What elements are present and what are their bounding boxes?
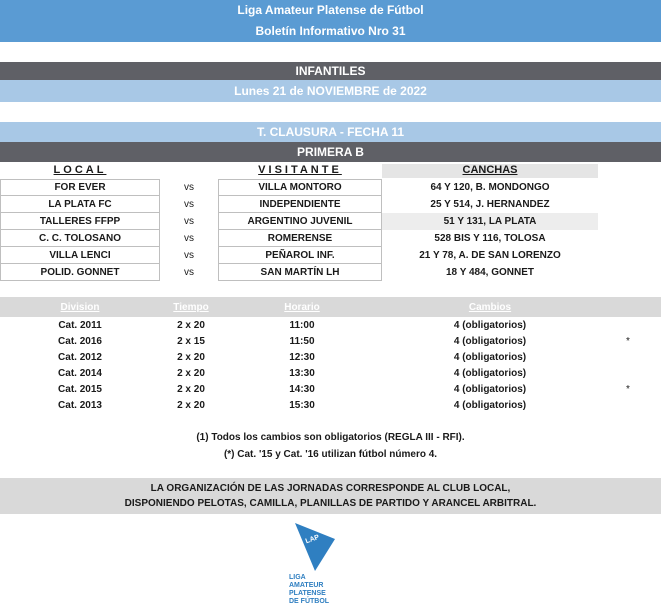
schedule-cambios: 4 (obligatorios) <box>453 367 527 379</box>
schedule-header <box>0 297 661 317</box>
footer-line-2: DISPONIENDO PELOTAS, CAMILLA, PLANILLAS DE PARTIDO Y ARANCEL ARBITRAL. <box>124 498 537 509</box>
logo-line-2: AMATEUR <box>289 582 324 589</box>
schedule-mark <box>618 349 638 365</box>
schedule-row <box>0 349 661 365</box>
schedule-cambios: 4 (obligatorios) <box>453 399 527 411</box>
match-local: C. C. TOLOSANO <box>0 230 160 247</box>
schedule-row <box>0 333 661 349</box>
schedule-division: Cat. 2011 <box>58 319 102 331</box>
logo-line-1: LIGA <box>289 574 306 581</box>
schedule-horario: 15:30 <box>289 399 315 411</box>
schedule-row <box>0 317 661 333</box>
schedule-header-horario: Horario <box>284 301 320 313</box>
footer-band <box>0 478 661 514</box>
separator <box>0 42 661 62</box>
tournament-band: T. CLAUSURA - FECHA 11 <box>0 122 661 142</box>
match-cancha: 21 Y 78, A. DE SAN LORENZO <box>419 250 561 261</box>
match-vs: vs <box>184 199 194 210</box>
match-visitante: VILLA MONTORO <box>218 179 382 196</box>
match-cancha: 64 Y 120, B. MONDONGO <box>430 182 550 193</box>
match-cancha: 25 Y 514, J. HERNANDEZ <box>430 199 550 210</box>
schedule-tiempo: 2 x 20 <box>177 319 205 331</box>
footer-line-1: LA ORGANIZACIÓN DE LAS JORNADAS CORRESPONDE AL CLUB LOCAL, <box>150 483 511 494</box>
schedule-cambios: 4 (obligatorios) <box>453 335 527 347</box>
column-header-local: LOCAL <box>53 164 107 176</box>
match-local: LA PLATA FC <box>0 196 160 213</box>
schedule-division: Cat. 2012 <box>58 351 102 363</box>
schedule-tiempo: 2 x 20 <box>177 351 205 363</box>
category-band: INFANTILES <box>0 62 661 80</box>
league-logo <box>283 519 347 607</box>
schedule-division: Cat. 2015 <box>58 383 102 395</box>
match-cancha: 18 Y 484, GONNET <box>445 267 534 278</box>
date-band: Lunes 21 de NOVIEMBRE de 2022 <box>0 80 661 102</box>
match-row <box>0 179 661 196</box>
schedule-cambios: 4 (obligatorios) <box>453 351 527 363</box>
match-row <box>0 213 661 230</box>
match-cancha: 528 BIS Y 116, TOLOSA <box>434 233 546 244</box>
schedule-header-division: Division <box>60 301 100 313</box>
schedule-mark <box>618 317 638 333</box>
schedule-row <box>0 381 661 397</box>
schedule-mark <box>618 397 638 413</box>
schedule-horario: 11:00 <box>289 319 315 331</box>
schedule-header-tiempo: Tiempo <box>173 301 209 313</box>
schedule-tiempo: 2 x 20 <box>177 367 205 379</box>
logo-badge-text: LAP <box>304 533 321 546</box>
header-title: Liga Amateur Platense de Fútbol <box>0 0 661 20</box>
schedule-tiempo: 2 x 20 <box>177 399 205 411</box>
match-row <box>0 247 661 264</box>
match-row <box>0 230 661 247</box>
schedule-row <box>0 365 661 381</box>
schedule-cambios: 4 (obligatorios) <box>453 319 527 331</box>
schedule-division: Cat. 2014 <box>58 367 102 379</box>
match-visitante: INDEPENDIENTE <box>218 196 382 213</box>
match-local: FOR EVER <box>0 179 160 196</box>
column-header-canchas: CANCHAS <box>382 164 598 178</box>
match-vs: vs <box>184 216 194 227</box>
header-subtitle: Boletín Informativo Nro 31 <box>0 20 661 42</box>
column-header-visitante: VISITANTE <box>258 164 342 176</box>
match-visitante: ARGENTINO JUVENIL <box>218 213 382 230</box>
schedule-horario: 12:30 <box>289 351 315 363</box>
note-cambios: (1) Todos los cambios son obligatorios (REGLA III - RFI). <box>196 432 465 443</box>
match-row <box>0 264 661 281</box>
schedule-cambios: 4 (obligatorios) <box>453 383 527 395</box>
note-futbol: (*) Cat. '15 y Cat. '16 utilizan fútbol número 4. <box>223 449 438 460</box>
schedule-horario: 14:30 <box>289 383 315 395</box>
logo-line-3: PLATENSE <box>289 590 326 597</box>
schedule-row <box>0 397 661 413</box>
schedule-horario: 11:50 <box>289 335 315 347</box>
match-visitante: PEÑAROL INF. <box>218 247 382 264</box>
match-vs: vs <box>184 182 194 193</box>
schedule-mark: * <box>626 383 630 395</box>
match-vs: vs <box>184 267 194 278</box>
match-local: POLID. GONNET <box>0 264 160 281</box>
logo-line-4: DE FÚTBOL <box>289 598 330 605</box>
schedule-header-cambios: Cambios <box>468 301 512 313</box>
match-local: TALLERES FFPP <box>0 213 160 230</box>
schedule-tiempo: 2 x 20 <box>177 383 205 395</box>
match-vs: vs <box>184 233 194 244</box>
schedule-horario: 13:30 <box>289 367 315 379</box>
match-visitante: SAN MARTÍN LH <box>218 264 382 281</box>
match-local: VILLA LENCI <box>0 247 160 264</box>
schedule-mark: * <box>626 335 630 347</box>
match-vs: vs <box>184 250 194 261</box>
match-row <box>0 196 661 213</box>
schedule-division: Cat. 2013 <box>58 399 102 411</box>
schedule-tiempo: 2 x 15 <box>177 335 205 347</box>
match-visitante: ROMERENSE <box>218 230 382 247</box>
schedule-mark <box>618 365 638 381</box>
match-cancha: 51 Y 131, LA PLATA <box>382 213 598 230</box>
schedule-division: Cat. 2016 <box>58 335 102 347</box>
logo-pennant-shape <box>295 523 335 571</box>
division-band: PRIMERA B <box>0 142 661 162</box>
